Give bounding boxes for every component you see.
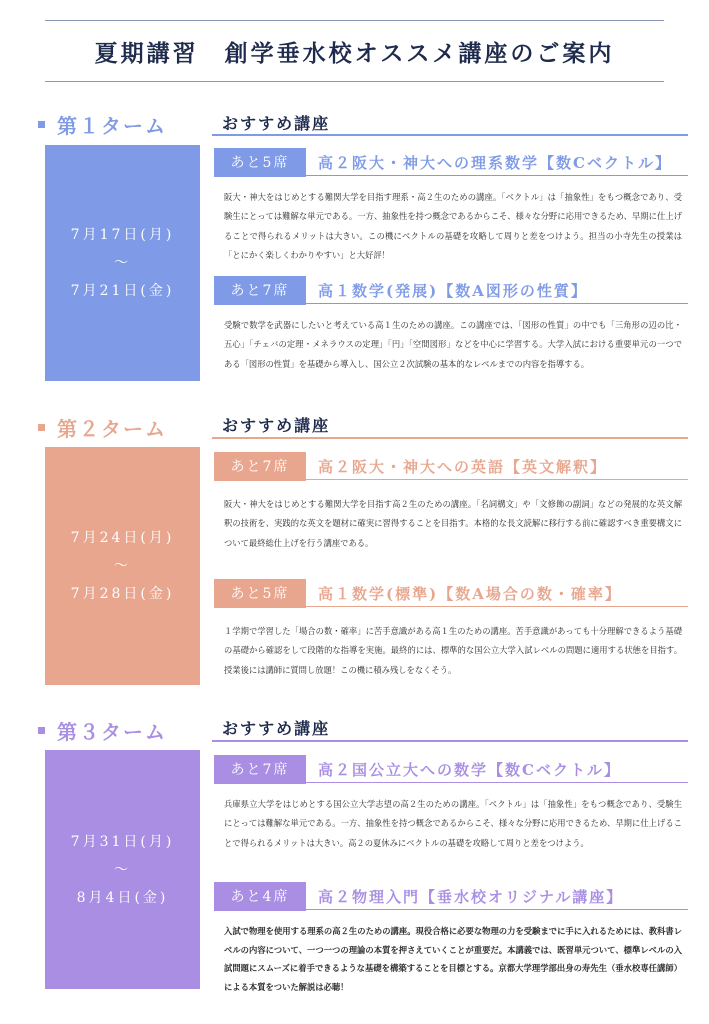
course-card xyxy=(214,755,688,853)
course-card xyxy=(214,276,688,374)
course-title: 高２阪大・神大への英語【英文解釈】 xyxy=(318,457,608,476)
course-card xyxy=(214,579,688,680)
square-bullet-icon xyxy=(38,727,45,734)
seats-remaining-badge: あと7席 xyxy=(214,276,306,305)
course-description: １学期で学習した「場合の数・確率」に苦手意識がある高１生のための講座。苦手意識があっても十分理解できるよう基礎の基礎から確認をして段階的な指導を実施。最終的には、標準的な国公立大学入試レベルの問題に適用する状態を目指す。授業後には講師に質問し放題！この機に積み残しをなくそう。 xyxy=(224,626,682,675)
course-title: 高２国公立大への数学【数Cベクトル】 xyxy=(318,760,621,779)
term-3-label xyxy=(38,716,167,745)
term-1-date-end: 7月21日(金) xyxy=(70,283,175,299)
course-card xyxy=(214,452,688,553)
term-1-heading-underline xyxy=(212,134,688,136)
course-description: 受験で数学を武器にしたいと考えている高１生のための講座。この講座では、「図形の性質」の中でも「三角形の辺の比・五心」「チェバの定理・メネラウスの定理」「円」「空間図形」などを中心に学習する。大学入試における重要単元の一つである「図形の性質」を基礎から導入し、国公立２次試験の基本的なレベルまでの内容を指導する。 xyxy=(224,320,682,369)
course-title-underline xyxy=(306,303,688,304)
course-title-underline xyxy=(306,175,688,176)
seats-remaining-badge: あと4席 xyxy=(214,882,306,911)
course-header xyxy=(214,452,688,481)
term-3-date-start: 7月31日(月) xyxy=(70,833,175,850)
term-2-date-tilde: ～ xyxy=(114,558,131,574)
course-header xyxy=(214,276,688,305)
course-title: 高１数学(発展)【数A図形の性質】 xyxy=(318,281,588,300)
course-description: 兵庫県立大学をはじめとする国公立大学志望の高２生のための講座。「ベクトル」は「抽象性」をもつ概念であり、受験生にとっては難解な単元である。一方、抽象性を持つ概念であるからこそ、様々な分野に応用できるため、早期に仕上げることで得られるメリットは大きい。高２の夏休みにベクトルの基礎を攻略して周りと差をつけよう。 xyxy=(224,799,682,848)
seats-remaining-badge: あと5席 xyxy=(214,579,306,608)
term-2-date-end: 7月28日(金) xyxy=(70,586,175,602)
course-header xyxy=(214,755,688,784)
term-3-recommended-heading: おすすめ講座 xyxy=(222,719,331,738)
term-2-date-start: 7月24日(月) xyxy=(70,530,175,546)
course-title-underline xyxy=(306,782,688,783)
term-1-date-tilde: ～ xyxy=(114,255,131,271)
page-title: 夏期講習 創学垂水校オススメ講座のご案内 xyxy=(94,39,615,67)
term-2-recommended-heading: おすすめ講座 xyxy=(222,416,331,435)
course-description: 阪大・神大をはじめとする難関大学を目指す高２生のための講座。「名詞構文」や「文修飾の副詞」などの発展的な英文解釈の技術を、実践的な英文を題材に確実に習得することを目指す。本格的な長文読解に移行する前に確認すべき重要構文について最終総仕上げを行う講座である。 xyxy=(224,499,682,548)
term-2-date-box xyxy=(45,447,200,685)
term-3-date-end: 8月4日(金) xyxy=(76,889,169,906)
course-header xyxy=(214,148,688,177)
term-3-date-box xyxy=(45,750,200,989)
course-title-underline xyxy=(306,909,688,910)
course-title-underline xyxy=(306,606,688,607)
term-1-recommended-heading: おすすめ講座 xyxy=(222,114,331,133)
seats-remaining-badge: あと7席 xyxy=(214,755,306,784)
term-3-heading-underline xyxy=(212,740,688,742)
course-header xyxy=(214,882,688,911)
seats-remaining-badge: あと7席 xyxy=(214,452,306,481)
course-header xyxy=(214,579,688,608)
term-1-date-start: 7月17日(月) xyxy=(70,227,175,243)
term-3-date-tilde: ～ xyxy=(114,861,131,878)
title-frame xyxy=(45,20,664,82)
term-3-label-text: 第３ターム xyxy=(57,720,167,744)
course-title: 高２阪大・神大への理系数学【数Cベクトル】 xyxy=(318,153,672,172)
term-2-label-text: 第２ターム xyxy=(57,417,167,441)
course-title: 高２物理入門【垂水校オリジナル講座】 xyxy=(318,887,624,906)
course-card xyxy=(214,882,688,996)
term-2-label xyxy=(38,413,167,442)
course-title: 高１数学(標準)【数A場合の数・確率】 xyxy=(318,584,622,603)
square-bullet-icon xyxy=(38,121,45,128)
course-card xyxy=(214,148,688,266)
term-1-date-box xyxy=(45,145,200,381)
square-bullet-icon xyxy=(38,424,45,431)
term-1-label xyxy=(38,110,167,139)
course-title-underline xyxy=(306,479,688,480)
course-description: 阪大・神大をはじめとする難関大学を目指す理系・高２生のための講座。「ベクトル」は「抽象性」をもつ概念であり、受験生にとっては難解な単元である。一方、抽象性を持つ概念であるからこそ、様々な分野に応用できるため、早期に仕上げることで得られるメリットは大きい。この機にベクトルの基礎を攻略して周りと差をつけよう。担当の小寺先生の授業は「とにかく楽しくわかりやすい」と大好評！ xyxy=(224,192,682,261)
term-2-heading-underline xyxy=(212,437,688,439)
term-1-label-text: 第１ターム xyxy=(57,114,167,138)
seats-remaining-badge: あと5席 xyxy=(214,148,306,177)
course-description: 入試で物理を使用する理系の高２生のための講座。現役合格に必要な物理の力を受験までに手に入れるためには、教科書レベルの内容について、一つ一つの理論の本質を押さえていくことが重要だ。本講義では、既習単元ついて、標準レベルの入試問題にスムーズに着手できるような基礎を構築することを目標とする。京都大学理学部出身の寿先生（垂水校専任講師）による本質をついた解説は必聴！ xyxy=(224,926,682,992)
